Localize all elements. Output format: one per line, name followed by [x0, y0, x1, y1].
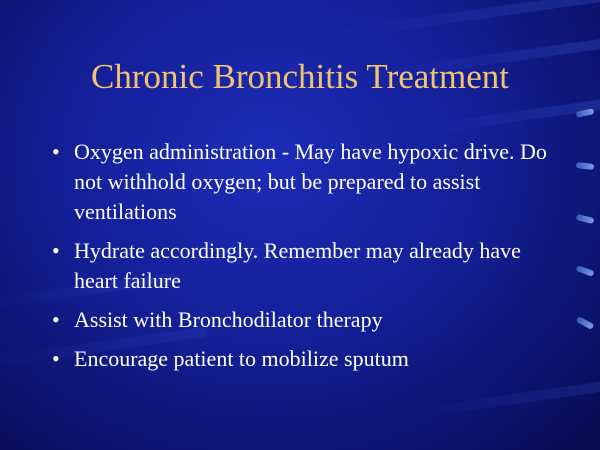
- slide-title: Chronic Bronchitis Treatment: [90, 57, 510, 96]
- background-streak: [419, 99, 600, 135]
- bullet-item: [52, 236, 557, 296]
- edge-tick-decoration: [576, 162, 595, 170]
- bullet-text: Hydrate accordingly. Remember may already have heart failure: [74, 238, 521, 293]
- background-streak: [329, 0, 600, 40]
- bullet-text: Encourage patient to mobilize sputum: [74, 346, 409, 371]
- bullet-item: [52, 137, 557, 227]
- bullet-point-icon: •: [52, 346, 60, 371]
- edge-tick-decoration: [576, 316, 595, 330]
- edge-tick-decoration: [576, 265, 595, 277]
- bullet-point-icon: •: [52, 238, 60, 263]
- bullet-list: [52, 137, 557, 383]
- bullet-text: Assist with Bronchodilator therapy: [74, 307, 383, 332]
- edge-tick-decoration: [576, 214, 595, 224]
- bullet-item: [52, 305, 557, 335]
- bullet-point-icon: •: [52, 307, 60, 332]
- bullet-point-icon: •: [52, 139, 60, 164]
- background-streak: [399, 381, 600, 420]
- bullet-text: Oxygen administration - May have hypoxic drive. Do not withhold oxygen; but be prepared to assist ventilations: [74, 139, 547, 224]
- bullet-item: [52, 344, 557, 374]
